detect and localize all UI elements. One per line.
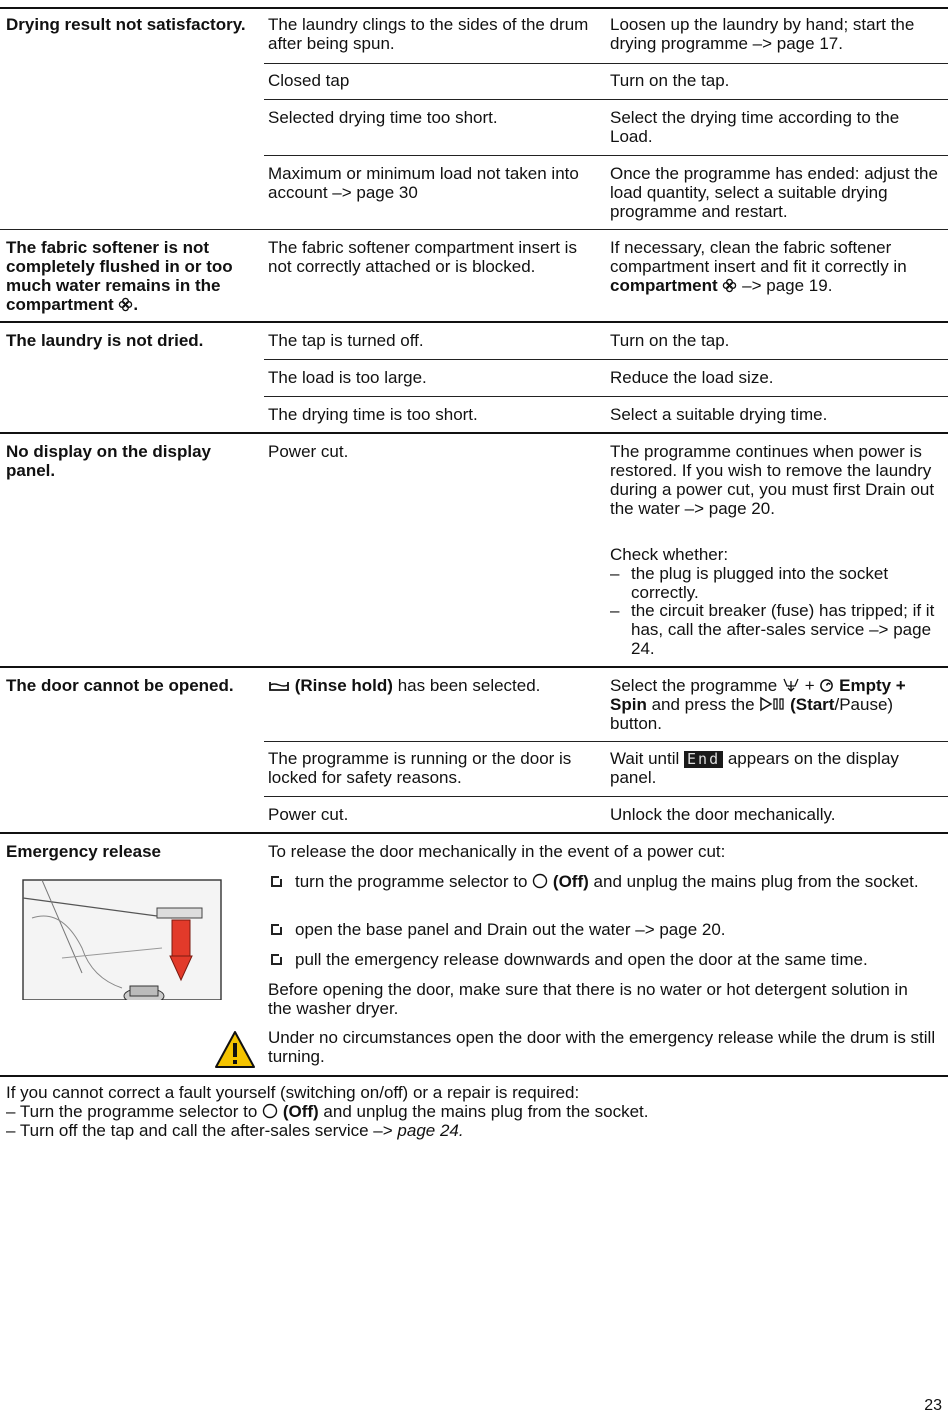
remedy-turn-on-tap: Turn on the tap. (610, 71, 730, 90)
emergency-step-2: open the base panel and Drain out the water –> page 20. (295, 920, 726, 939)
rule (0, 832, 948, 834)
cause-drying-time-short: Selected drying time too short. (268, 108, 498, 127)
spin-icon (819, 678, 834, 693)
rem-text: Wait until (610, 749, 680, 768)
step-text: turn the programme selector to (295, 872, 528, 891)
rule (0, 432, 948, 434)
footer-text: and unplug the mains plug from the socket. (323, 1102, 649, 1121)
fault-laundry-not-dried: The laundry is not dried. (6, 331, 204, 350)
drain-icon (782, 677, 800, 693)
rule (0, 229, 948, 230)
off-label: (Off) (552, 872, 589, 891)
remedy-check-whether: Check whether: (610, 545, 729, 564)
fault-fabric-softener: The fabric softener is not completely flushed in or too much water remains in the compartment . (6, 238, 233, 314)
remedy-compartment-label: compartment (610, 276, 718, 295)
remedy-loosen: Loosen up the laundry by hand; start the drying programme –> page 17. (610, 15, 915, 53)
dash: – (610, 564, 620, 583)
remedy-page-ref: –> page 19. (742, 276, 833, 295)
cause-power-cut: Power cut. (268, 442, 349, 461)
remedy-suitable-time: Select a suitable drying time. (610, 405, 828, 424)
emergency-release-title: Emergency release (6, 842, 161, 861)
table-top-rule (0, 7, 948, 9)
remedy-clean-insert-text: If necessary, clean the fabric softener compartment insert and fit it correctly in (610, 238, 907, 276)
lcd-end-display: End (684, 751, 723, 768)
plus-sign: + (804, 676, 815, 695)
step-text: and unplug the mains plug from the socket. (593, 872, 919, 891)
remedy-select-empty-spin (610, 676, 945, 733)
footer-intro: If you cannot correct a fault yourself (switching on/off) or a repair is required: (6, 1083, 580, 1102)
fault-drying-result: Drying result not satisfactory. (6, 15, 246, 34)
emergency-note: Before opening the door, make sure that there is no water or hot detergent solution in the washer dryer. (268, 980, 908, 1018)
softener-flower-icon (118, 297, 133, 312)
rule (0, 321, 948, 323)
page-number: 23 (924, 1397, 942, 1414)
fault-door-cannot-open: The door cannot be opened. (6, 676, 234, 695)
emergency-release-illustration (22, 878, 222, 1012)
remedy-select-drying-time: Select the drying time according to the Load. (610, 108, 900, 146)
remedy-wait-until-end (610, 749, 945, 787)
rule (264, 359, 948, 360)
rinse-hold-label: (Rinse hold) (294, 676, 393, 695)
emergency-warning: Under no circumstances open the door with the emergency release while the drum is still turning. (268, 1028, 936, 1066)
footer-text: – Turn off the tap and call the after-sales service –> (6, 1121, 393, 1140)
rule (264, 155, 948, 156)
start-pause-icon (759, 696, 785, 712)
check-plug: the plug is plugged into the socket correctly. (631, 564, 889, 602)
cause-load-large: The load is too large. (268, 368, 427, 387)
start-label: (Start (790, 695, 835, 714)
rule (264, 99, 948, 100)
emergency-step-3: pull the emergency release downwards and open the door at the same time. (295, 950, 868, 969)
cause-insert-blocked: The fabric softener compartment insert is not correctly attached or is blocked. (268, 238, 577, 276)
cause-load-not-considered: Maximum or minimum load not taken into account –> page 30 (268, 164, 579, 202)
empty-spin-label: Empty + Spin (610, 676, 906, 714)
emergency-step-1 (295, 872, 945, 891)
rule (0, 666, 948, 668)
fault-no-display: No display on the display panel. (6, 442, 211, 480)
softener-flower-icon (722, 278, 737, 293)
rule (0, 1075, 948, 1077)
cause-rinse-hold (268, 676, 598, 695)
checkbox-bullet-icon (271, 954, 282, 965)
checkbox-bullet-icon (271, 924, 282, 935)
rule (264, 63, 948, 64)
remedy-reduce-load: Reduce the load size. (610, 368, 774, 387)
off-circle-icon (262, 1103, 278, 1119)
cause-time-short: The drying time is too short. (268, 405, 478, 424)
remedy-unlock-mechanically: Unlock the door mechanically. (610, 805, 836, 824)
rinse-hold-icon (268, 679, 290, 693)
remedy-clean-insert (610, 238, 945, 295)
cause-tap-off: The tap is turned off. (268, 331, 424, 350)
checkbox-bullet-icon (271, 876, 282, 887)
rule (264, 396, 948, 397)
dash: – (610, 601, 620, 620)
footer-page-ref: page 24. (397, 1121, 464, 1140)
footer-text: – Turn the programme selector to (6, 1102, 258, 1121)
remedy-tap-on: Turn on the tap. (610, 331, 730, 350)
remedy-programme-continues: The programme continues when power is restored. If you wish to remove the laundry during a power cut, you must first Drain out the water –> page 20. (610, 442, 935, 518)
check-fuse: the circuit breaker (fuse) has tripped; if it has, call the after-sales service –> page 24. (631, 601, 935, 658)
rinse-hold-text: has been selected. (397, 676, 541, 695)
cause-locked-safety: The programme is running or the door is locked for safety reasons. (268, 749, 572, 787)
remedy-adjust-load: Once the programme has ended: adjust the load quantity, select a suitable drying programme and restart. (610, 164, 938, 221)
rule (264, 741, 948, 742)
cause-closed-tap: Closed tap (268, 71, 350, 90)
footer-step-1 (6, 1102, 936, 1121)
rule (264, 796, 948, 797)
footer-step-2 (6, 1121, 936, 1140)
rem-text: and press the (651, 695, 755, 714)
rem-text: Select the programme (610, 676, 778, 695)
cause-clings: The laundry clings to the sides of the drum after being spun. (268, 15, 589, 53)
fault-fabric-softener-text: The fabric softener is not completely flushed in or too much water remains in the compartment (6, 238, 233, 314)
warning-triangle-icon (214, 1030, 256, 1070)
off-circle-icon (532, 873, 548, 889)
emergency-intro: To release the door mechanically in the event of a power cut: (268, 842, 726, 861)
cause-power-cut-2: Power cut. (268, 805, 349, 824)
off-label: (Off) (282, 1102, 319, 1121)
rem-text: appears on the display panel. (610, 749, 899, 787)
pause-button-text: /Pause) button. (610, 695, 894, 733)
